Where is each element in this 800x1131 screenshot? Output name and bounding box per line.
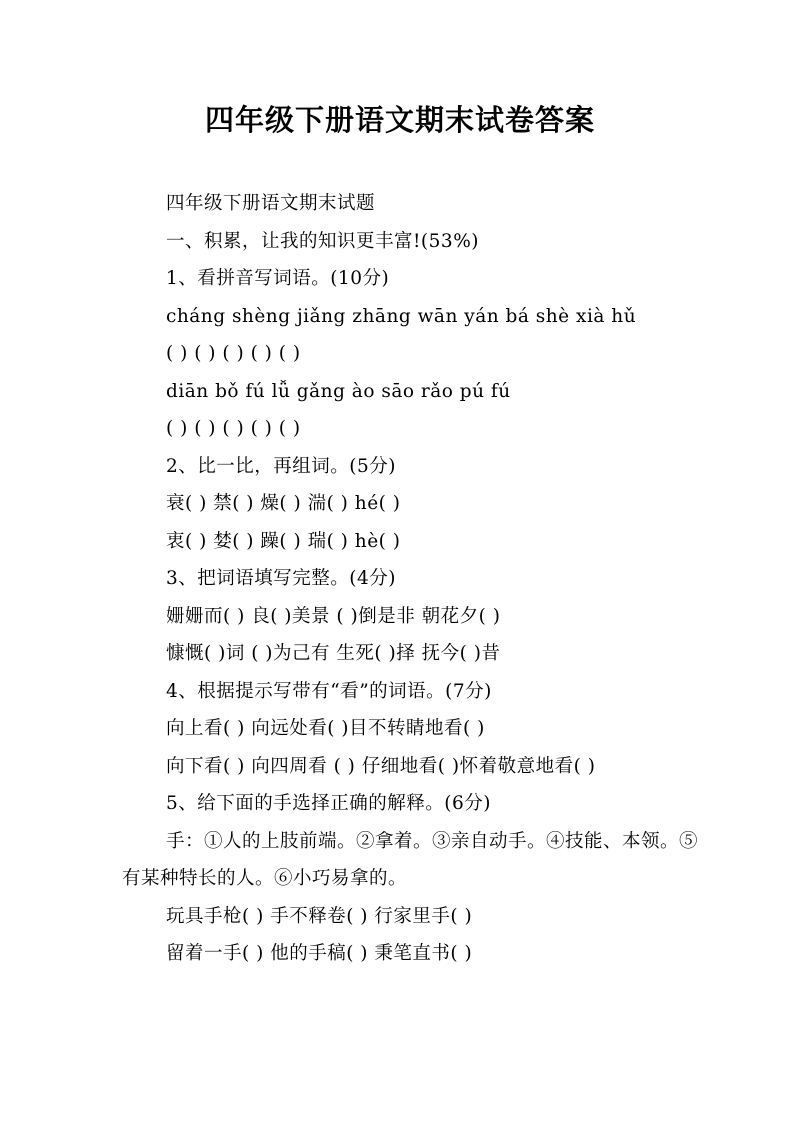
question-heading: 3、把词语填写完整。(4分) bbox=[166, 568, 396, 589]
exercise-line: 留着一手( ) 他的手稿( ) 秉笔直书( ) bbox=[166, 943, 473, 964]
exercise-line: 玩具手枪( ) 手不释卷( ) 行家里手( ) bbox=[166, 905, 473, 927]
exercise-line: 衰( ) 禁( ) 燥( ) 湍( ) hé( ) bbox=[166, 493, 401, 514]
pinyin-line: diān bǒ fú lǚ gǎng ào sāo rǎo pú fú bbox=[166, 380, 511, 402]
exercise-line: 向上看( ) 向远处看( )目不转睛地看( ) bbox=[166, 718, 485, 739]
pinyin-line: cháng shèng jiǎng zhāng wān yán bá shè xià hǔ bbox=[166, 305, 637, 327]
exercise-line: 慷慨( )词 ( )为己有 生死( )择 抚今( )昔 bbox=[166, 643, 501, 664]
answer-blanks-line: ( ) ( ) ( ) ( ) ( ) bbox=[166, 343, 301, 364]
question-heading: 4、根据提示写带有“看”的词语。(7分) bbox=[166, 680, 492, 702]
document-body bbox=[122, 185, 702, 973]
answer-blanks-line: ( ) ( ) ( ) ( ) ( ) bbox=[166, 418, 301, 439]
exercise-line: 姗姗而( ) 良( )美景 ( )倒是非 朝花夕( ) bbox=[166, 605, 501, 627]
exercise-line: 向下看( ) 向四周看 ( ) 仔细地看( )怀着敬意地看( ) bbox=[166, 755, 596, 777]
exercise-line: 衷( ) 婪( ) 躁( ) 瑞( ) hè( ) bbox=[166, 530, 401, 552]
question-heading: 2、比一比，再组词。(5分) bbox=[166, 455, 396, 477]
section-heading: 一、积累，让我的知识更丰富!(53%) bbox=[166, 230, 479, 252]
document-title: 四年级下册语文期末试卷答案 bbox=[204, 103, 595, 137]
definition-line: 手：①人的上肢前端。②拿着。③亲自动手。④技能、本领。⑤有某种特长的人。⑥小巧易拿的。 bbox=[122, 830, 699, 889]
question-heading: 5、给下面的手选择正确的解释。(6分) bbox=[166, 793, 491, 814]
question-heading: 1、看拼音写词语。(10分) bbox=[166, 268, 390, 289]
exam-heading: 四年级下册语文期末试题 bbox=[166, 193, 376, 214]
